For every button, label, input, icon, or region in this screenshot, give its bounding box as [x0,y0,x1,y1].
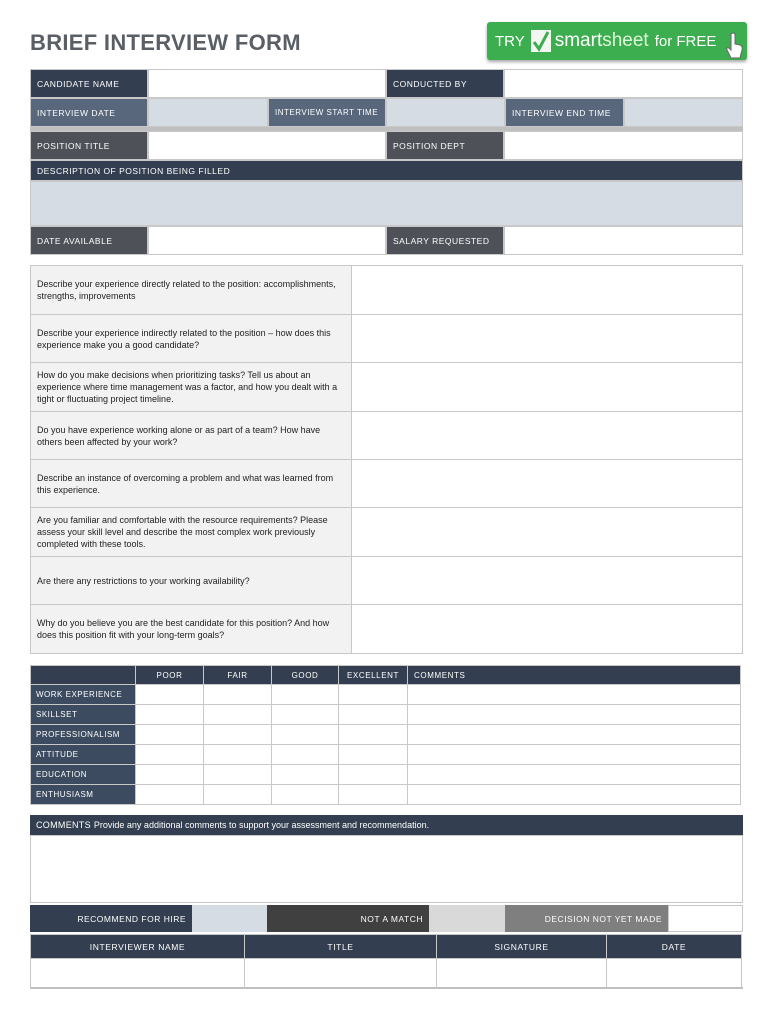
rating-comment-cell[interactable] [408,765,741,785]
rating-row [31,745,741,765]
answer-field[interactable] [352,605,742,653]
question-row [31,460,742,508]
signature-table [30,934,742,988]
interview-start-time-label: INTERVIEW START TIME [268,98,386,127]
rating-label: ATTITUDE [31,745,136,765]
position-dept-label: POSITION DEPT [386,131,504,160]
rating-cell[interactable] [136,765,204,785]
candidate-row [30,69,743,98]
col-comments: COMMENTS [408,666,741,685]
question-row [31,605,742,653]
answer-field[interactable] [352,557,742,604]
ratings-table [30,665,741,805]
interview-end-time-field[interactable] [624,98,743,127]
rating-cell[interactable] [272,785,339,805]
decision-not-yet-made-label: DECISION NOT YET MADE [505,905,668,932]
date-available-label: DATE AVAILABLE [30,226,148,255]
question-row [31,363,742,412]
signature-row [31,959,742,988]
comments-header [30,815,743,835]
decision-not-yet-made-box[interactable] [668,905,743,932]
col-poor: POOR [136,666,204,685]
answer-field[interactable] [352,508,742,556]
date-available-field[interactable] [148,226,386,255]
interviewer-title-field[interactable] [245,959,437,988]
checkmark-icon [531,30,551,52]
description-field[interactable] [30,181,743,226]
position-title-label: POSITION TITLE [30,131,148,160]
rating-row [31,705,741,725]
rating-cell[interactable] [136,685,204,705]
comments-instructions: Provide any additional comments to support your assessment and recommendation. [93,820,430,830]
rating-cell[interactable] [204,705,272,725]
interviewer-name-field[interactable] [31,959,245,988]
ratings-header-row [31,666,741,685]
question-row [31,266,742,315]
question-row [31,412,742,460]
interview-date-field[interactable] [148,98,268,127]
signature-header: SIGNATURE [437,935,607,959]
brand-part-b: sheet [602,30,649,51]
rating-cell[interactable] [272,765,339,785]
rating-cell[interactable] [204,725,272,745]
question-text: Why do you believe you are the best candidate for this position? And how does this position fit with your long-term goals? [31,605,352,653]
decision-row [30,905,743,932]
question-row [31,315,742,363]
position-row [30,131,743,160]
rating-cell[interactable] [204,745,272,765]
question-text: Describe your experience directly related to the position: accomplishments, strengths, improvements [31,266,352,314]
pointer-hand-icon [725,32,745,65]
smartsheet-logo-text [555,30,649,52]
description-header-row [30,160,743,181]
promo-try-label: TRY [495,32,525,50]
not-a-match-label: NOT A MATCH [267,905,429,932]
rating-cell[interactable] [339,745,408,765]
conducted-by-label: CONDUCTED BY [386,69,504,98]
rating-cell[interactable] [136,705,204,725]
rating-cell[interactable] [136,725,204,745]
not-a-match-box[interactable] [429,905,505,932]
question-row [31,557,742,605]
question-text: Are you familiar and comfortable with the resource requirements? Please assess your skill level and describe the most complex work previously completed with these tools. [31,508,352,556]
rating-cell[interactable] [136,785,204,805]
salary-requested-label: SALARY REQUESTED [386,226,504,255]
rating-label: EDUCATION [31,765,136,785]
form-title: BRIEF INTERVIEW FORM [30,30,301,55]
rating-cell[interactable] [339,765,408,785]
rating-label: PROFESSIONALISM [31,725,136,745]
answer-field[interactable] [352,460,742,507]
rating-cell[interactable] [136,745,204,765]
rating-row [31,685,741,705]
rating-comment-cell[interactable] [408,705,741,725]
rating-label: WORK EXPERIENCE [31,685,136,705]
rating-cell[interactable] [204,785,272,805]
brand-part-a: smart [554,30,603,51]
question-text: Do you have experience working alone or as part of a team? How have others been affected by your work? [31,412,352,459]
rating-row [31,725,741,745]
comments-field[interactable] [30,835,743,903]
rating-row [31,765,741,785]
question-row [31,508,742,557]
description-label: DESCRIPTION OF POSITION BEING FILLED [30,160,743,181]
question-text: How do you make decisions when prioritizing tasks? Tell us about an experience where time management was a factor, and how you dealt with a tight or fluctuating project timeline. [31,363,352,411]
rating-cell[interactable] [339,705,408,725]
rating-row [31,785,741,805]
rating-cell[interactable] [339,725,408,745]
rating-cell[interactable] [272,745,339,765]
title-header: TITLE [245,935,437,959]
question-text: Describe your experience indirectly related to the position – how does this experience make you a good candidate? [31,315,352,362]
bottom-divider [30,987,743,989]
position-dept-field[interactable] [504,131,743,160]
col-good: GOOD [272,666,339,685]
answer-field[interactable] [352,315,742,362]
rating-comment-cell[interactable] [408,745,741,765]
rating-comment-cell[interactable] [408,785,741,805]
rating-comment-cell[interactable] [408,685,741,705]
rating-cell[interactable] [339,785,408,805]
questions-table [30,265,743,654]
signature-header-row [31,935,742,959]
rating-label: SKILLSET [31,705,136,725]
rating-cell[interactable] [204,685,272,705]
answer-field[interactable] [352,266,742,314]
interview-time-row [30,98,743,127]
date-header: DATE [607,935,742,959]
col-fair: FAIR [204,666,272,685]
salary-requested-field[interactable] [504,226,743,255]
interview-date-label: INTERVIEW DATE [30,98,148,127]
rating-cell[interactable] [272,705,339,725]
conducted-by-field[interactable] [504,69,743,98]
ratings-corner [31,666,136,685]
availability-row [30,226,743,255]
rating-cell[interactable] [204,765,272,785]
interviewer-name-header: INTERVIEWER NAME [31,935,245,959]
signature-field[interactable] [437,959,607,988]
rating-comment-cell[interactable] [408,725,741,745]
answer-field[interactable] [352,412,742,459]
question-text: Are there any restrictions to your working availability? [31,557,352,604]
comments-label: COMMENTS [36,820,91,830]
rating-cell[interactable] [339,685,408,705]
promo-free-label: for FREE [654,32,717,50]
rating-cell[interactable] [272,725,339,745]
candidate-name-label: CANDIDATE NAME [30,69,148,98]
col-excellent: EXCELLENT [339,666,408,685]
interview-start-time-field[interactable] [386,98,505,127]
smartsheet-promo-button[interactable] [487,22,747,60]
rating-cell[interactable] [272,685,339,705]
recommend-for-hire-box[interactable] [192,905,267,932]
answer-field[interactable] [352,363,742,411]
signature-date-field[interactable] [607,959,742,988]
description-body-row [30,181,743,226]
candidate-name-field[interactable] [148,69,386,98]
question-text: Describe an instance of overcoming a problem and what was learned from this experience. [31,460,352,507]
interview-end-time-label: INTERVIEW END TIME [505,98,624,127]
position-title-field[interactable] [148,131,386,160]
recommend-for-hire-label: RECOMMEND FOR HIRE [30,905,192,932]
rating-label: ENTHUSIASM [31,785,136,805]
